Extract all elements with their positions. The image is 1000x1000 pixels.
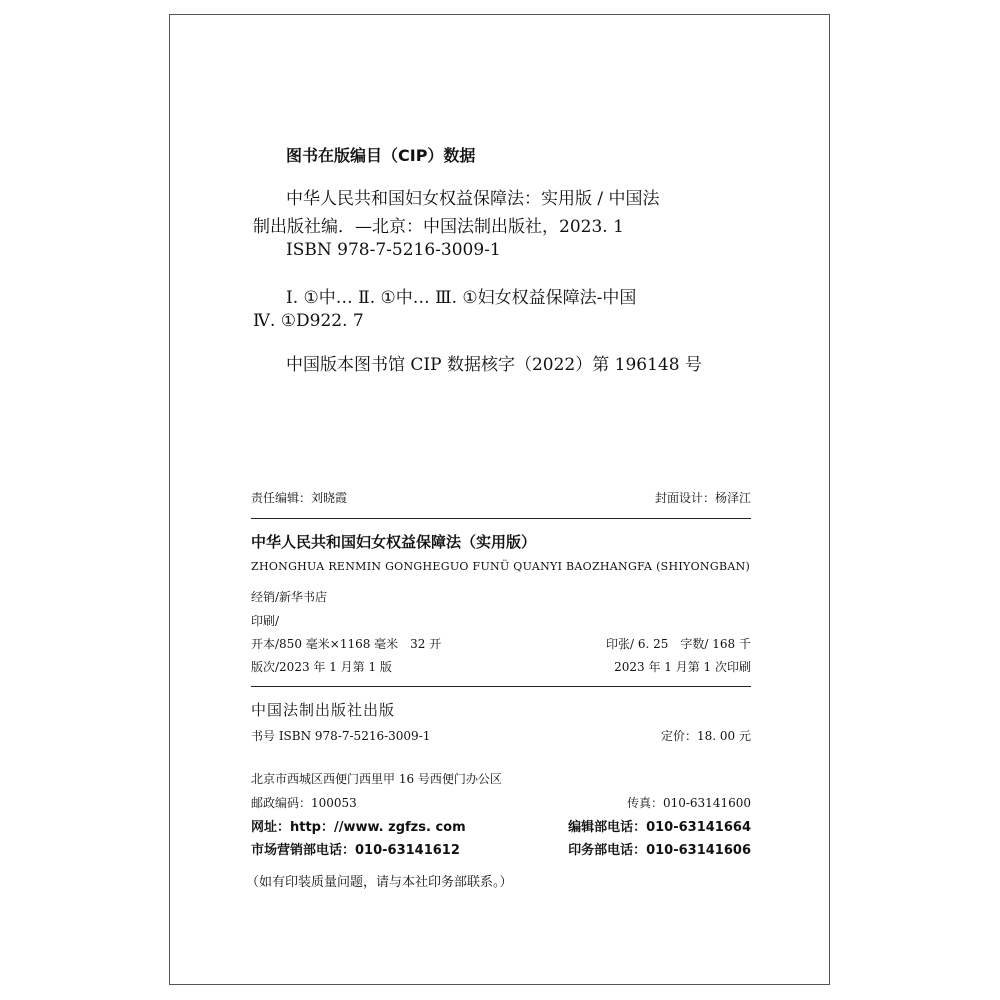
sheets-wordcount: 印张/ 6. 25 字数/ 168 千 bbox=[606, 637, 751, 651]
cip-verification: 中国版本图书馆 CIP 数据核字（2022）第 196148 号 bbox=[286, 355, 702, 375]
price: 定价：18. 00 元 bbox=[661, 729, 751, 743]
cover-designer: 封面设计：杨泽江 bbox=[654, 491, 751, 505]
book-number: 书号 ISBN 978-7-5216-3009-1 bbox=[251, 729, 431, 743]
marketing-phone: 市场营销部电话：010-63141612 bbox=[251, 843, 460, 858]
book-title: 中华人民共和国妇女权益保障法（实用版） bbox=[251, 533, 537, 551]
printing-phone: 印务部电话：010-63141606 bbox=[568, 843, 751, 858]
format: 开本/850 毫米×1168 毫米 32 开 bbox=[251, 637, 442, 651]
cip-classification-line-1: Ⅰ. ①中… Ⅱ. ①中… Ⅲ. ①妇女权益保障法-中国 bbox=[286, 288, 637, 308]
fax: 传真：010-63141600 bbox=[626, 796, 751, 810]
divider-top bbox=[251, 518, 751, 519]
distributor: 经销/新华书店 bbox=[251, 590, 328, 604]
printing-info: 2023 年 1 月第 1 次印刷 bbox=[614, 660, 751, 674]
cip-title-line-2: 制出版社编．—北京：中国法制出版社，2023. 1 bbox=[253, 217, 624, 237]
cip-isbn: ISBN 978-7-5216-3009-1 bbox=[286, 240, 501, 260]
cip-classification-line-2: Ⅳ. ①D922. 7 bbox=[253, 311, 364, 331]
divider-bottom bbox=[251, 686, 751, 687]
quality-note: （如有印装质量问题，请与本社印务部联系。） bbox=[246, 875, 513, 890]
publisher-address: 北京市西城区西便门西里甲 16 号西便门办公区 bbox=[251, 772, 502, 786]
book-title-pinyin: ZHONGHUA RENMIN GONGHEGUO FUNÜ QUANYI BAOZHANGFA (SHIYONGBAN) bbox=[251, 560, 751, 573]
cip-heading: 图书在版编目（CIP）数据 bbox=[286, 146, 476, 165]
publisher-name: 中国法制出版社出版 bbox=[251, 701, 396, 719]
website: 网址：http：//www. zgfzs. com bbox=[251, 820, 466, 835]
printer: 印刷/ bbox=[251, 614, 280, 628]
cip-title-line-1: 中华人民共和国妇女权益保障法：实用版 / 中国法 bbox=[286, 189, 660, 209]
edition: 版次/2023 年 1 月第 1 版 bbox=[251, 660, 392, 674]
editorial-phone: 编辑部电话：010-63141664 bbox=[568, 820, 751, 835]
postcode: 邮政编码：100053 bbox=[251, 796, 357, 810]
responsible-editor: 责任编辑：刘晓霞 bbox=[251, 491, 348, 505]
